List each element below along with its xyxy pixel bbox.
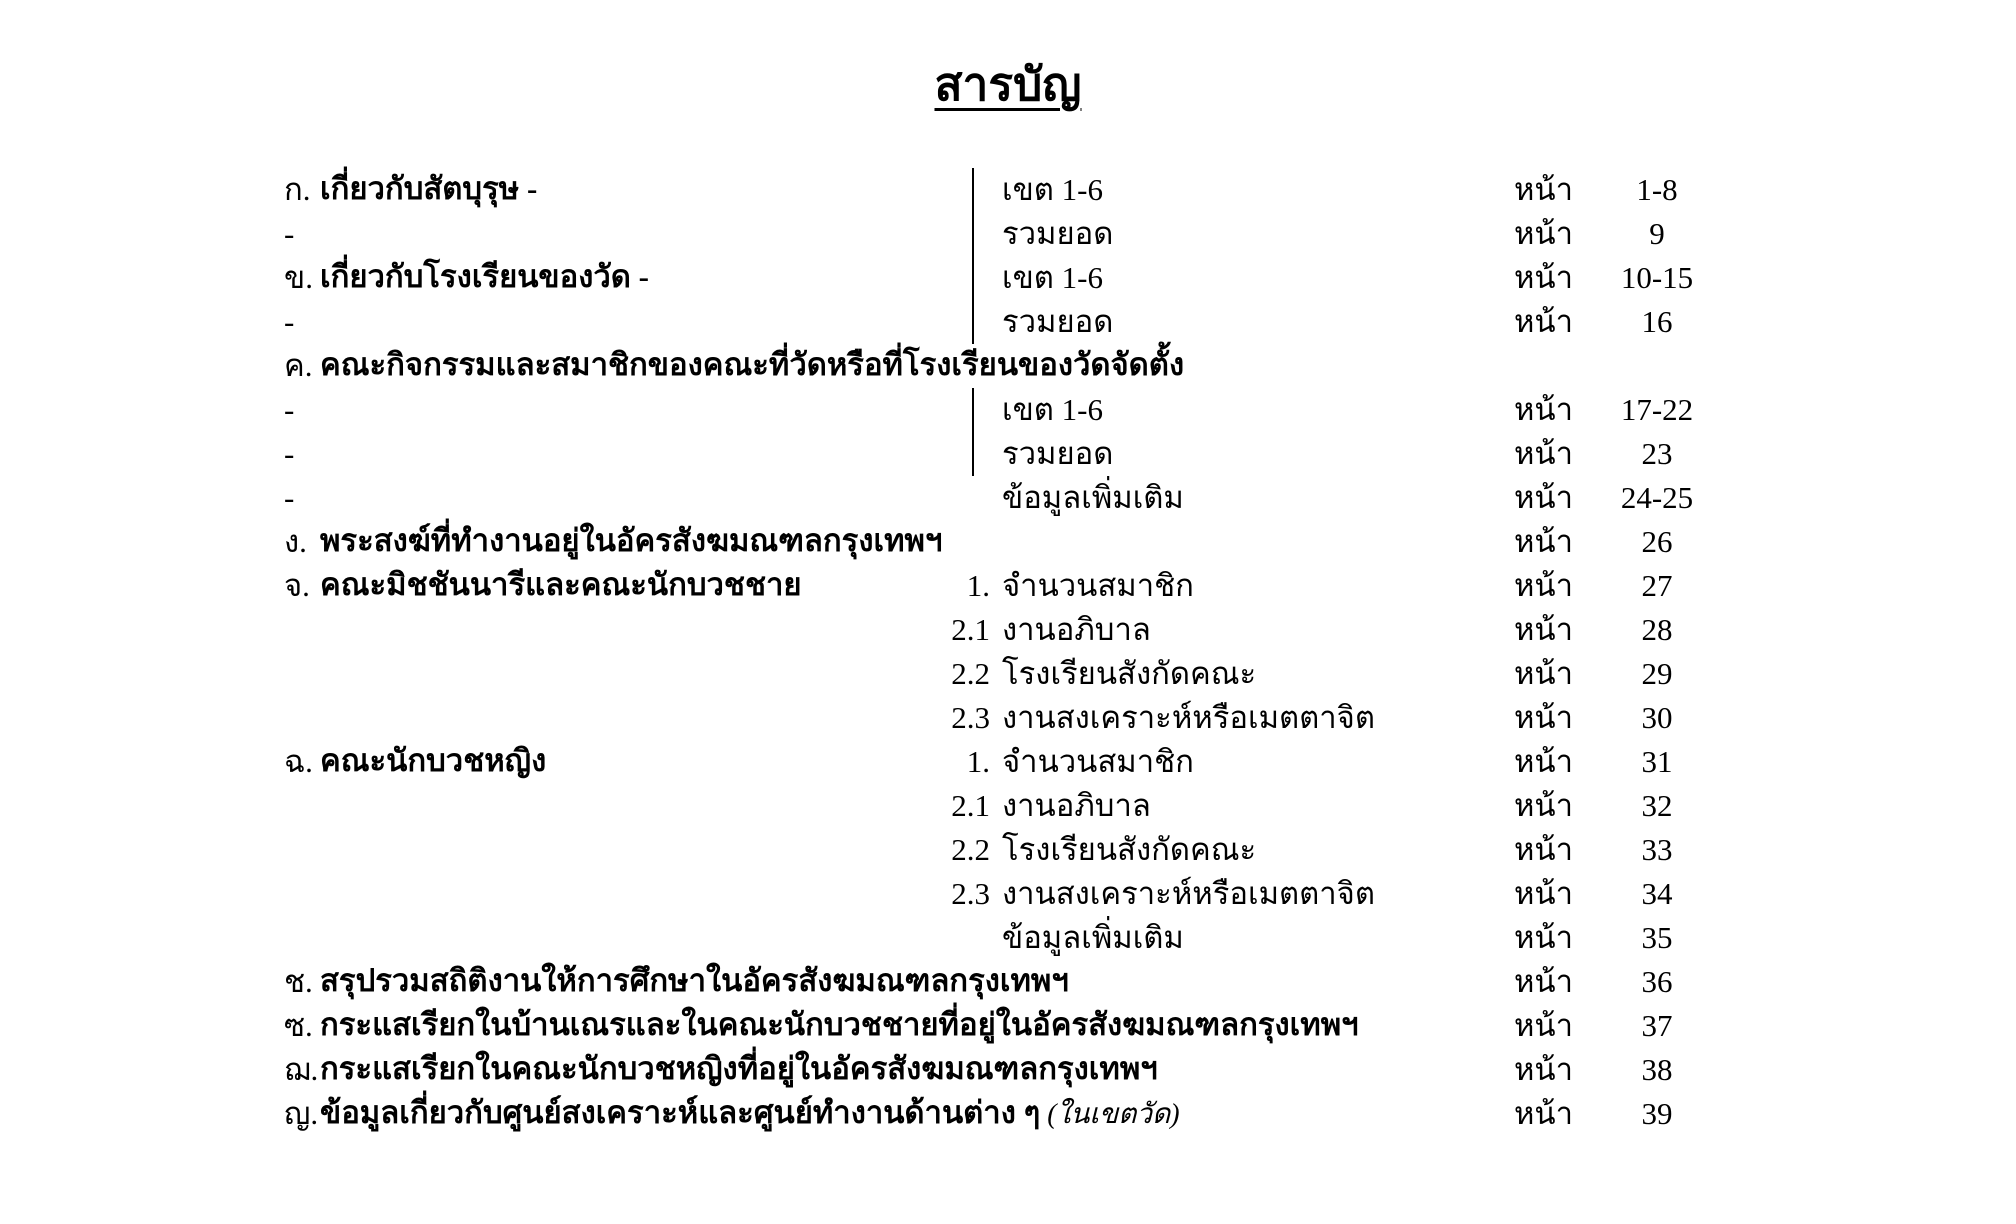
item-text: จำนวนสมาชิก — [1002, 744, 1194, 779]
row-title: คณะมิชชันนารีและคณะนักบวชชาย — [320, 567, 802, 602]
item-text: รวมยอด — [1002, 436, 1114, 471]
page-word: หน้า — [1514, 788, 1574, 823]
row-item-cell — [944, 1092, 1514, 1136]
item-text: งานอภิบาล — [1002, 612, 1151, 647]
toc-rows — [0, 168, 2016, 1136]
row-title-cell — [320, 1003, 1359, 1049]
toc-row — [284, 476, 2016, 520]
page-number: 37 — [1641, 1008, 1673, 1043]
page-word: หน้า — [1514, 172, 1574, 207]
page-word: หน้า — [1514, 876, 1574, 911]
item-text: ข้อมูลเพิ่มเติม — [1002, 480, 1184, 515]
row-label: ค. — [284, 348, 313, 383]
page-number: 16 — [1641, 304, 1673, 339]
row-title: สรุปรวมสถิติงานให้การศึกษาในอัครสังฆมณฑลกรุงเทพฯ — [320, 963, 1069, 998]
item-text: ข้อมูลเพิ่มเติม — [1002, 920, 1184, 955]
row-title: กระแสเรียกในบ้านเณรและในคณะนักบวชชายที่อยู่ในอัครสังฆมณฑลกรุงเทพฯ — [320, 1007, 1359, 1042]
row-label: ญ. — [284, 1096, 319, 1131]
row-item-cell — [944, 740, 1514, 784]
row-label: ง. — [284, 524, 307, 559]
row-item-cell — [944, 872, 1514, 916]
item-text: เขต 1-6 — [1002, 392, 1103, 427]
row-title: เกี่ยวกับโรงเรียนของวัด - — [320, 259, 649, 294]
item-group-bar — [972, 256, 974, 300]
page-number: 27 — [1641, 568, 1673, 603]
toc-row — [284, 652, 2016, 696]
item-group-bar — [972, 168, 974, 212]
page-word: หน้า — [1514, 524, 1574, 559]
row-title: เกี่ยวกับสัตบุรุษ - — [320, 171, 538, 206]
row-item-cell — [944, 300, 1514, 344]
row-title: ข้อมูลเกี่ยวกับศูนย์สงเคราะห์และศูนย์ทำงานด้านต่าง ๆ — [320, 1095, 1041, 1130]
row-item-cell — [944, 432, 1514, 476]
row-item-cell — [944, 344, 1514, 388]
page-number: 9 — [1649, 216, 1665, 251]
toc-row — [284, 256, 2016, 300]
toc-row — [284, 696, 2016, 740]
page-number: 34 — [1641, 876, 1673, 911]
row-item-cell — [944, 608, 1514, 652]
page-number: 17-22 — [1620, 392, 1694, 427]
page-word: หน้า — [1514, 436, 1574, 471]
page-word: หน้า — [1514, 744, 1574, 779]
row-label: ข. — [284, 260, 313, 295]
row-title-cell — [320, 255, 944, 301]
toc-row — [284, 872, 2016, 916]
row-title: พระสงฆ์ที่ทำงานอยู่ในอัครสังฆมณฑลกรุงเทพฯ — [320, 523, 943, 558]
row-item-cell — [944, 388, 1514, 432]
item-number: 2.3 — [951, 700, 990, 735]
toc-row — [284, 1048, 2016, 1092]
page-word: หน้า — [1514, 568, 1574, 603]
toc-row — [284, 784, 2016, 828]
toc-row — [284, 1004, 2016, 1048]
item-number: 2.1 — [951, 788, 990, 823]
item-text: งานอภิบาล — [1002, 788, 1151, 823]
item-group-bar — [972, 212, 974, 256]
toc-row — [284, 388, 2016, 432]
page-word: หน้า — [1514, 1096, 1574, 1131]
page-word: หน้า — [1514, 1052, 1574, 1087]
item-text: จำนวนสมาชิก — [1002, 568, 1194, 603]
toc-row — [284, 564, 2016, 608]
page-title-text: สารบัญ — [934, 59, 1082, 110]
page-word: หน้า — [1514, 656, 1574, 691]
toc-row — [284, 960, 2016, 1004]
page-word: หน้า — [1514, 260, 1574, 295]
item-number: 1. — [966, 568, 990, 603]
row-item-cell — [944, 828, 1514, 872]
page-number: 29 — [1641, 656, 1673, 691]
page-number: 39 — [1641, 1096, 1673, 1131]
item-number: 2.2 — [951, 832, 990, 867]
toc-row — [284, 740, 2016, 784]
row-label: ฌ. — [284, 1052, 319, 1087]
row-title-suffix: (ในเขตวัด) — [1040, 1099, 1180, 1130]
item-number: 2.2 — [951, 656, 990, 691]
toc-row — [284, 828, 2016, 872]
row-title: กระแสเรียกในคณะนักบวชหญิงที่อยู่ในอัครสังฆมณฑลกรุงเทพฯ — [320, 1051, 1158, 1086]
row-title-cell — [320, 739, 944, 785]
toc-row — [284, 344, 2016, 388]
page-number: 10-15 — [1620, 260, 1694, 295]
row-item-cell — [944, 652, 1514, 696]
page-word: หน้า — [1514, 304, 1574, 339]
page-number: 31 — [1641, 744, 1673, 779]
row-label: - — [284, 436, 295, 471]
toc-row — [284, 1092, 2016, 1136]
page-number: 38 — [1641, 1052, 1673, 1087]
page-word: หน้า — [1514, 964, 1574, 999]
row-item-cell — [944, 256, 1514, 300]
row-title-cell — [320, 167, 944, 213]
row-title-cell — [320, 959, 1069, 1005]
row-title-cell — [320, 519, 944, 565]
row-item-cell — [944, 476, 1514, 520]
page-number: 30 — [1641, 700, 1673, 735]
row-label: - — [284, 480, 295, 515]
row-item-cell — [944, 212, 1514, 256]
item-number: 2.1 — [951, 612, 990, 647]
row-title-cell — [320, 1047, 1158, 1093]
item-text: รวมยอด — [1002, 216, 1114, 251]
page-word: หน้า — [1514, 1008, 1574, 1043]
row-item-cell — [944, 916, 1514, 960]
row-label: ก. — [284, 172, 311, 207]
row-item-cell — [944, 960, 1514, 1004]
toc-row — [284, 916, 2016, 960]
page-word: หน้า — [1514, 612, 1574, 647]
item-number: 2.3 — [951, 876, 990, 911]
row-label: ช. — [284, 964, 313, 999]
toc-row — [284, 300, 2016, 344]
item-text: รวมยอด — [1002, 304, 1114, 339]
row-item-cell — [944, 520, 1514, 564]
page-number: 35 — [1641, 920, 1673, 955]
page-word: หน้า — [1514, 216, 1574, 251]
item-text: งานสงเคราะห์หรือเมตตาจิต — [1002, 700, 1375, 735]
row-item-cell — [944, 784, 1514, 828]
row-item-cell — [944, 564, 1514, 608]
row-label: จ. — [284, 568, 310, 603]
page-word: หน้า — [1514, 480, 1574, 515]
page-word: หน้า — [1514, 700, 1574, 735]
row-label: - — [284, 216, 295, 251]
row-title-cell — [320, 1091, 1180, 1137]
row-title: คณะนักบวชหญิง — [320, 743, 547, 778]
page-number: 26 — [1641, 524, 1673, 559]
page-word: หน้า — [1514, 832, 1574, 867]
toc-row — [284, 520, 2016, 564]
page-number: 1-8 — [1636, 172, 1678, 207]
item-text: งานสงเคราะห์หรือเมตตาจิต — [1002, 876, 1375, 911]
item-text: โรงเรียนสังกัดคณะ — [1002, 656, 1257, 691]
row-label: - — [284, 392, 295, 427]
page-word: หน้า — [1514, 920, 1574, 955]
page-word: หน้า — [1514, 392, 1574, 427]
item-group-bar — [972, 300, 974, 344]
row-title-cell — [320, 343, 1185, 389]
page-number: 23 — [1641, 436, 1673, 471]
row-label: - — [284, 304, 295, 339]
page-number: 32 — [1641, 788, 1673, 823]
row-title: คณะกิจกรรมและสมาชิกของคณะที่วัดหรือที่โรงเรียนของวัดจัดตั้ง — [320, 347, 1185, 382]
row-item-cell — [944, 1048, 1514, 1092]
row-title-cell — [320, 563, 944, 609]
item-number: 1. — [966, 744, 990, 779]
page-number: 33 — [1641, 832, 1673, 867]
toc-row — [284, 432, 2016, 476]
item-group-bar — [972, 432, 974, 476]
item-text: เขต 1-6 — [1002, 172, 1103, 207]
page-number: 36 — [1641, 964, 1673, 999]
row-item-cell — [944, 1004, 1514, 1048]
page-number: 28 — [1641, 612, 1673, 647]
toc-row — [284, 608, 2016, 652]
item-text: เขต 1-6 — [1002, 260, 1103, 295]
item-text: โรงเรียนสังกัดคณะ — [1002, 832, 1257, 867]
row-label: ซ. — [284, 1008, 313, 1043]
item-group-bar — [972, 388, 974, 432]
row-label: ฉ. — [284, 744, 313, 779]
toc-row — [284, 168, 2016, 212]
page-number: 24-25 — [1620, 480, 1694, 515]
row-item-cell — [944, 168, 1514, 212]
toc-row — [284, 212, 2016, 256]
row-item-cell — [944, 696, 1514, 740]
page-title — [0, 0, 2016, 116]
